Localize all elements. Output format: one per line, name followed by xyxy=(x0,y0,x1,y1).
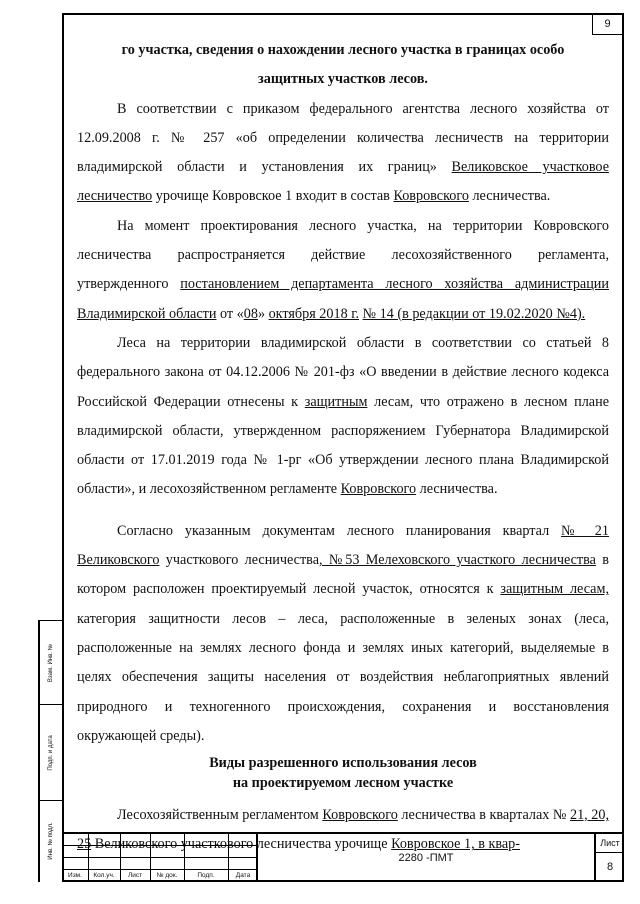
col-header-change: Изм. xyxy=(68,872,82,879)
side-label-replacement: Взам. Инв. № xyxy=(48,643,54,682)
paragraph-3 xyxy=(77,329,609,505)
side-cell-signature-date xyxy=(40,705,62,801)
paragraph-2 xyxy=(77,212,609,329)
text-run: лесничества. xyxy=(468,188,551,205)
col-header-date: Дата xyxy=(235,872,251,879)
text-run: Согласно указанным документам лесного планирования квартал xyxy=(117,522,562,539)
col-header-quantity: Кол.уч. xyxy=(93,872,115,879)
text-run: Леса на территории владимирской области в соответствии со статьей 8 федерального закона от 04.12.2006 № 201-фз «О введении в действие лесного кодекса Российской Федерации отнесены к xyxy=(77,334,609,410)
text-run: в котором расположен проектируемый лесной участок, относятся к xyxy=(77,552,609,598)
sheet-label: Лист xyxy=(596,834,624,853)
underlined-text: Ковровского xyxy=(340,481,417,498)
document-body xyxy=(77,36,609,860)
underlined-text: Великовское участковое лесничество xyxy=(77,159,609,205)
subheading-line2: на проектируемом лесном участке xyxy=(232,775,454,792)
text-run: участкового лесничества xyxy=(159,552,319,569)
text-run: В соответствии с приказом федерального агентства лесного хозяйства от 12.09.2008 г. № 257 «об определении количества лесничеств на территории владимирской области и установления их границ» xyxy=(77,100,609,176)
underlined-text: защитным лесам, xyxy=(500,581,609,598)
text-run: На момент проектирования лесного участка, на территории Ковровского лесничества распространяется действие лесохозяйственного регламента, утвержденного xyxy=(77,217,609,293)
section-heading-line1: го участка, сведения о нахождении лесного участка в границах особо xyxy=(121,42,565,58)
text-run: Лесохозяйственным регламентом xyxy=(117,807,323,824)
revision-grid xyxy=(62,834,258,882)
underlined-text: № 21 Великовского xyxy=(77,522,609,569)
side-label-signature-date: Подп. и дата xyxy=(48,734,54,771)
sheet-number: 8 xyxy=(606,861,614,873)
subheading-line1: Виды разрешенного использования лесов xyxy=(209,755,477,772)
underlined-text: Ковровского xyxy=(393,188,469,205)
text-run: лесничества. xyxy=(416,481,498,498)
document-code: 2280 -ПМТ xyxy=(398,852,454,864)
side-cell-inventory xyxy=(40,801,62,881)
underlined-text: , №53 Мелеховского участкого лесничества xyxy=(319,552,596,569)
underlined-text: Ковровское 1, в квар- xyxy=(391,836,520,853)
text-run: урочище Ковровское 1 входит в состав xyxy=(152,188,394,205)
section-heading-line2: защитных участков лесов. xyxy=(258,71,428,88)
paragraph-1 xyxy=(77,95,609,212)
text-run: от « xyxy=(216,305,244,322)
sheet-box xyxy=(594,834,624,882)
text-run: лесам, что отражено в лесном плане владимирской области, утвержденном распоряжением Губернатора Владимирской области от 17.01.2019 года № 1-рг «Об утверждении лесного плана Владимирской области», и лесохозяйственном регламенте xyxy=(77,393,609,498)
text-run: лесничества в кварталах № xyxy=(397,807,570,824)
paragraph-gap xyxy=(77,505,609,517)
col-header-signature: Подп. xyxy=(197,872,215,879)
underlined-text: 08 xyxy=(243,305,258,322)
underlined-text: защитным xyxy=(304,393,368,410)
text-run: » xyxy=(257,305,269,322)
side-label-inventory: Инв. № подл. xyxy=(48,822,54,860)
col-header-doc-number: № док. xyxy=(156,872,178,879)
underlined-text: постановлением департамента лесного хозяйства администрации Владимирской области xyxy=(77,276,609,322)
underlined-text: 21, 20, 25 xyxy=(77,807,609,853)
underlined-text: Ковровского xyxy=(322,807,398,824)
side-cell-replacement xyxy=(40,621,62,705)
underlined-text: октября 2018 г. xyxy=(268,305,359,322)
side-stamp xyxy=(38,620,62,882)
col-header-sheet: Лист xyxy=(127,872,143,879)
paragraph-4 xyxy=(77,517,609,751)
underlined-text: № 14 (в редакции от 19.02.2020 №4). xyxy=(362,305,586,322)
subheading xyxy=(77,753,609,793)
text-run: Великовского участкового лесничества урочище xyxy=(91,836,392,853)
corner-page-number: 9 xyxy=(592,15,622,35)
text-run: категория защитности лесов – леса, расположенные в зеленых зонах (леса, расположенные на землях лесного фонда и землях иных категорий, выделяемые в целях обеспечения защиты населения от воздействия неблагоприятных явлений природного и техногенного происхождения, сохранения и восстановления окружающей среды). xyxy=(77,610,609,744)
title-block xyxy=(62,832,624,882)
